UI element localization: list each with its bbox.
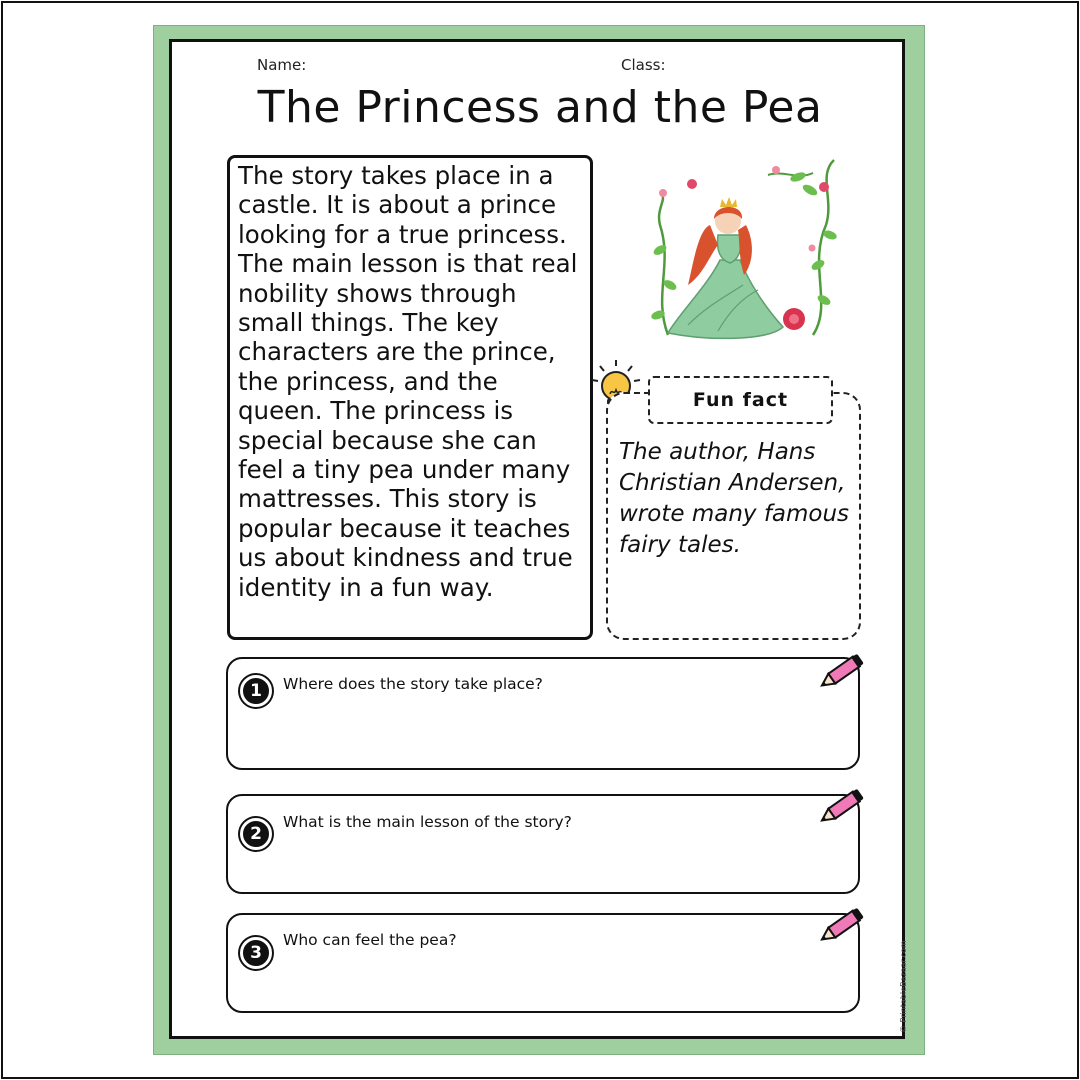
pencil-icon (818, 784, 868, 830)
page-title: The Princess and the Pea (257, 82, 823, 133)
question-text-2: What is the main lesson of the story? (283, 813, 572, 831)
answer-box-3[interactable] (226, 913, 860, 1013)
story-text: The story takes place in a castle. It is about a prince looking for a true princess. The main lesson is that real nobility shows through small things. The key characters are the prince, the princess, and the queen. The princess is special because she can feel a tiny pea under many mattresses. This story is popular because it teaches us about kindness and true identity in a fun way. (238, 161, 578, 602)
question-text-3: Who can feel the pea? (283, 931, 457, 949)
class-label: Class: (621, 56, 666, 74)
pencil-icon (818, 649, 868, 695)
princess-illustration (648, 155, 840, 345)
site-credit: © PrintableBazaar.com (899, 940, 908, 1033)
question-number-3: 3 (240, 937, 272, 969)
fun-fact-heading: Fun fact (648, 376, 833, 424)
question-number-2: 2 (240, 818, 272, 850)
question-text-1: Where does the story take place? (283, 675, 543, 693)
question-number-1: 1 (240, 675, 272, 707)
pencil-icon (818, 903, 868, 949)
answer-box-1[interactable] (226, 657, 860, 770)
fun-fact-text: The author, Hans Christian Andersen, wrote many famous fairy tales. (619, 439, 850, 558)
name-label: Name: (257, 56, 307, 74)
answer-box-2[interactable] (226, 794, 860, 894)
